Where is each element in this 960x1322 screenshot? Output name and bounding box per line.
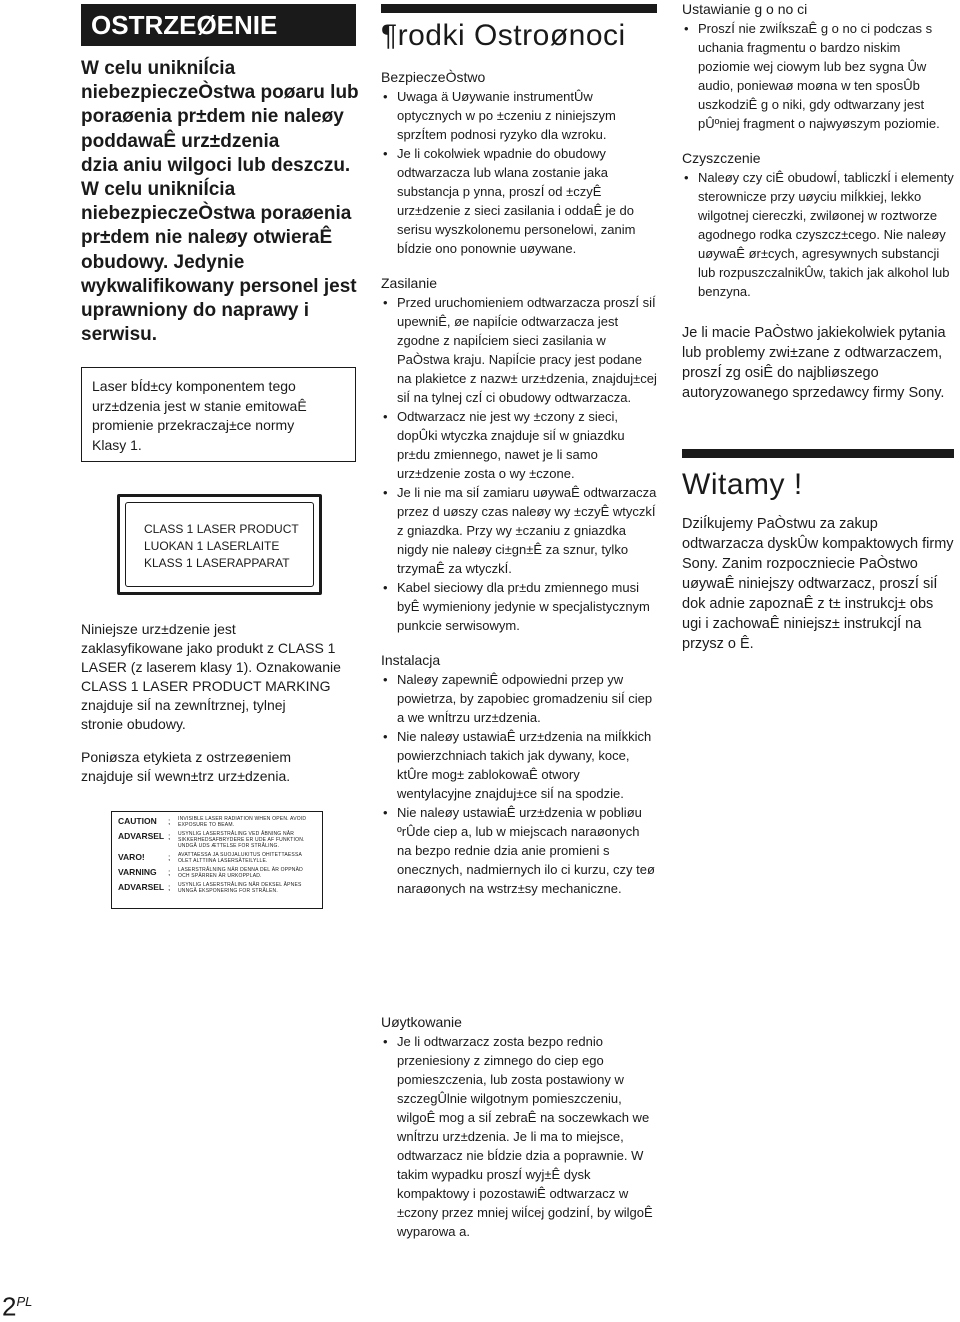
caution-key: CAUTION bbox=[118, 816, 157, 826]
caution-row bbox=[118, 816, 316, 828]
caution-row bbox=[118, 882, 316, 894]
class-note-line: stronie obudowy. bbox=[81, 716, 186, 732]
closing-paragraph: Je li macie PaÒstwo jakiekolwiek pytania lub problemy zwi±zane z odtwarzaczem, proszÍ zg osiÊ do najbliøszego autoryzowanego sprzedawcy firmy Sony. bbox=[682, 325, 946, 401]
list-item: • Je li nie ma siÍ zamiaru uøywaÊ odtwarzacza przez d uøszy czas naleøy wy ±czyÊ wtyczkÍ z gniazdka. Przy wy ±czaniu z gniazdka nigdy nie naleøy ci±gn±Ê za sznur, tylko trzymaÊ za wtyczkÍ. bbox=[381, 483, 657, 578]
page-number bbox=[2, 1287, 32, 1322]
caution-separator: ; bbox=[168, 816, 171, 826]
list-item: • Kabel sieciowy dla pr±du zmiennego musi byÊ wymieniony jedynie w specjalistycznym punkcie serwisowym. bbox=[381, 578, 657, 635]
warning-line: poraøenia pr±dem nie naleøy bbox=[81, 106, 344, 128]
warning-line: W celu unikniÍcia bbox=[81, 179, 236, 201]
caution-separator: ; bbox=[168, 852, 171, 862]
section-heading-usage: Uøytkowanie bbox=[381, 1014, 462, 1030]
caution-text: LASERSTRÅLNING NÄR DENNA DEL ÄR OPPNÄD OCH SPÄRREN ÄR URKOPPLAD. bbox=[178, 867, 303, 879]
caution-key: VARO! bbox=[118, 852, 145, 862]
caution-row bbox=[118, 852, 316, 864]
class-label-line: CLASS 1 LASER PRODUCT bbox=[144, 522, 299, 536]
welcome-text: DziÍkujemy PaÒstwu za zakup odtwarzacza dyskÛw kompaktowych firmy Sony. Zanim rozpoczniecie PaÒstwo uøywaÊ niniejszy odtwarzacz, proszÍ siÍ dok adnie zapoznaÊ z t± instrukcj± obs ugi i zachowaÊ niniejsz± instrukcjÍ na przysz o Ê. bbox=[682, 516, 954, 652]
list-item: • Je li odtwarzacz zosta bezpo rednio przeniesiony z zimnego do ciep ego pomieszczenia, lub zosta postawiony w szczegÛlnie wilgotnym pomieszczeniu, wilgoÊ mog a siÍ zebraÊ na soczewkach we wnÍtrzu urz±dzenia. Je li ma to miejsce, odtwarzacz nie bÍdzie dzia a poprawnie. W takim wypadku proszÍ wyj±Ê dysk kompaktowy i pozostawiÊ odtwarzacz w ±czony przez mniej wiÍcej godzinÍ, by wilgoÊ wyparowa a. bbox=[381, 1032, 657, 1241]
warning-line: obudowy. Jedynie bbox=[81, 251, 245, 273]
usage-section bbox=[381, 1010, 657, 1241]
list-item: • Naleøy czy ciÊ obudowÍ, tabliczkÍ i elementy sterownicze przy uøyciu miÍkkiej, lekko wilgotnej ciereczki, zwiløonej w roztworze agodnego rodka czyszcz±cego. Nie naleøy uøywaÊ ør±cych, agresywnych substancji lub rozpuszczalnikÛw, takich jak alkohol lub benzyna. bbox=[682, 168, 954, 301]
list-item: • Przed uruchomieniem odtwarzacza proszÍ siÍ upewniÊ, øe napiÍcie odtwarzacza jest zgodne z napiÍciem sieci zasilania w PaÒstwa kraju. NapiÍcie pracy jest podane na plakietce z nazw± urz±dzenia, znajduj±cej siÍ na tylnej czÍ ci obudowy odtwarzacza. bbox=[381, 293, 657, 407]
welcome-title: Witamy ! bbox=[682, 468, 803, 501]
cleaning-list bbox=[682, 168, 954, 301]
usage-list bbox=[381, 1032, 657, 1241]
list-item: • Nie naleøy ustawiaÊ urz±dzenia na miÍkkich powierzchniach takich jak dywany, koce, ktÛre mog± zablokowaÊ otwory wentylacyjne znajduj±ce siÍ na spodzie. bbox=[381, 727, 657, 803]
caution-text: USYNLIG LASERSTRÅLING NÅR DEKSEL ÅPNES UNNGÅ EKSPONERING FOR STRÅLEN. bbox=[178, 882, 302, 894]
caution-key: VARNING bbox=[118, 867, 157, 877]
class-note-line: CLASS 1 LASER PRODUCT MARKING bbox=[81, 678, 331, 694]
warning-line: poddawaÊ urz±dzenia bbox=[81, 130, 280, 152]
class-label-line: LUOKAN 1 LASERLAITE bbox=[144, 539, 280, 553]
precautions-title: ¶rodki Ostroønoci bbox=[381, 19, 626, 52]
caution-text: USYNLIG LASERSTRÅLING VED ÅBNING NÅR SIKKERHEDSAFBRYDERE ER UDE AF FUNKTION. UNDGÅ UDS ÆTTELSE FOR STRÅLING. bbox=[178, 831, 305, 849]
warning-line: niebezpieczeÒstwa poraøenia bbox=[81, 203, 352, 225]
laser-notice-line: promienie przekraczaj±ce normy bbox=[92, 417, 295, 433]
section-heading-cleaning: Czyszczenie bbox=[682, 150, 761, 166]
class-note-line: Niniejsze urz±dzenie jest bbox=[81, 621, 236, 637]
power-list bbox=[381, 293, 657, 635]
warning-line: niebezpieczeÒstwa poøaru lub bbox=[81, 82, 359, 104]
caution-row bbox=[118, 867, 316, 879]
label-note-line: znajduje siÍ wewn±trz urz±dzenia. bbox=[81, 768, 291, 784]
section-heading-safety: BezpieczeÒstwo bbox=[381, 69, 486, 85]
laser-notice-line: urz±dzenia jest w stanie emitowaÊ bbox=[92, 397, 307, 414]
warning-line: wykwalifikowany personel jest bbox=[81, 275, 357, 297]
laser-notice-line: Laser bÍd±cy komponentem tego bbox=[92, 378, 296, 394]
section-heading-volume: Ustawianie g o no ci bbox=[682, 1, 808, 17]
caution-key: ADVARSEL bbox=[118, 882, 165, 892]
laser-notice-box bbox=[81, 367, 356, 462]
caution-text: AVATTAESSA JA SUOJALUKITUS OHITETTAESSA OLET ALTTIINA LASERSÄTEILYLLE. bbox=[178, 852, 302, 864]
warning-line: W celu unikniÍcia bbox=[81, 58, 236, 79]
warning-title: OSTRZEØENIE bbox=[81, 4, 356, 46]
caution-label bbox=[111, 811, 323, 909]
laser-notice-line: Klasy 1. bbox=[92, 436, 142, 453]
label-note bbox=[81, 748, 366, 786]
section-rule bbox=[381, 4, 657, 13]
precautions-column bbox=[381, 4, 657, 898]
class-note-line: LASER (z laserem klasy 1). Oznakowanie bbox=[81, 659, 341, 675]
list-item: • Nie naleøy ustawiaÊ urz±dzenia w pobliøu ºrÛde ciep a, lub w miejscach naraøonych na bezpo rednie dzia anie promieni s onecznych, nadmiernych ilo ci kurzu, czy teø naraøonych na wstrz±sy mechaniczne. bbox=[381, 803, 657, 898]
list-item: • Je li cokolwiek wpadnie do obudowy odtwarzacza lub wlana zostanie jaka substancja p ynna, proszÍ od ±czyÊ urz±dzenie z sieci zasilania i oddaÊ je do serisu wyszkolonemu personelowi, zanim bÍdzie ono ponownie uøywane. bbox=[381, 144, 657, 258]
warning-line: serwisu. bbox=[81, 324, 158, 346]
installation-list bbox=[381, 670, 657, 898]
label-note-line: Poniøsza etykieta z ostrzeøeniem bbox=[81, 749, 292, 765]
caution-separator: ; bbox=[168, 831, 171, 841]
section-heading-power: Zasilanie bbox=[381, 275, 438, 291]
caution-text: INVISIBLE LASER RADIATION WHEN OPEN. AVOID EXPOSURE TO BEAM. bbox=[178, 816, 307, 828]
warning-line: uprawniony do naprawy i bbox=[81, 300, 310, 322]
caution-separator: ; bbox=[168, 867, 171, 877]
section-rule bbox=[682, 449, 954, 458]
page-number-value: 2 bbox=[2, 1291, 17, 1322]
list-item: • Odtwarzacz nie jest wy ±czony z sieci, dopÛki wtyczka znajduje siÍ w gniazdku pr±du zmiennego, nawet je li samo urz±dzenie zosta o wy ±czone. bbox=[381, 407, 657, 483]
class-note bbox=[81, 620, 366, 734]
warning-line: dzia aniu wilgoci lub deszczu. bbox=[81, 154, 351, 176]
caution-separator: ; bbox=[168, 882, 171, 892]
right-column bbox=[682, 0, 954, 654]
list-item: • Uwaga ä Uøywanie instrumentÛw optycznych w po ±czeniu z niniejszym sprzÍtem podnosi ryzyko dla wzroku. bbox=[381, 87, 657, 144]
class-note-line: zaklasyfikowane jako produkt z CLASS 1 bbox=[81, 640, 336, 656]
list-item: • ProszÍ nie zwiÍkszaÊ g o no ci podczas s uchania fragmentu o bardzo niskim poziomie wej ciowym lub bez sygna Ûw audio, poniewaø moøna w ten sposÛb uszkodziÊ g o niki, gdy odtwarzany jest pÛºniej fragment o najwyøszym poziomie. bbox=[682, 19, 954, 133]
section-heading-installation: Instalacja bbox=[381, 652, 441, 668]
class1-laser-label-inner bbox=[125, 502, 314, 587]
volume-list bbox=[682, 19, 954, 133]
warning-text bbox=[81, 57, 366, 347]
safety-list bbox=[381, 87, 657, 258]
caution-row bbox=[118, 831, 316, 849]
class1-laser-label bbox=[117, 494, 322, 595]
list-item: • Naleøy zapewniÊ odpowiedni przep yw powietrza, by zapobiec gromadzeniu siÍ ciep a we wnÍtrzu urz±dzenia. bbox=[381, 670, 657, 727]
caution-key: ADVARSEL bbox=[118, 831, 165, 841]
page-language: PL bbox=[16, 1294, 33, 1309]
warning-line: pr±dem nie naleøy otwieraÊ bbox=[81, 227, 333, 249]
class-note-line: znajduje siÍ na zewnÍtrznej, tylnej bbox=[81, 697, 286, 713]
class-label-line: KLASS 1 LASERAPPARAT bbox=[144, 556, 290, 570]
